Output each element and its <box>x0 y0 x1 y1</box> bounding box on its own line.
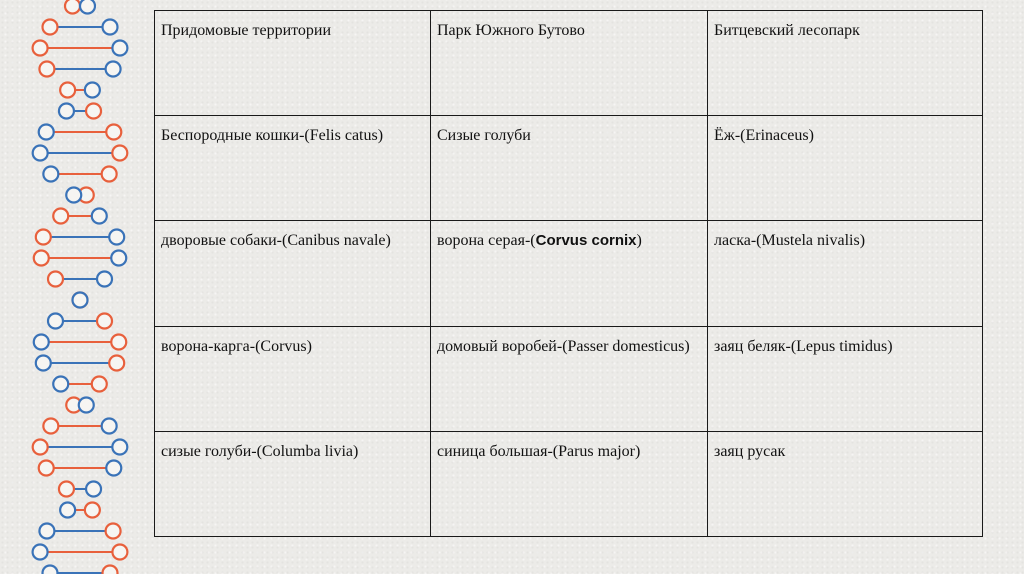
table-row <box>155 116 983 221</box>
dna-node <box>43 167 58 182</box>
dna-node <box>34 335 49 350</box>
scientific-name: Corvus cornix <box>535 232 637 250</box>
dna-node <box>103 566 118 574</box>
dna-node <box>109 230 124 245</box>
dna-node <box>53 209 68 224</box>
dna-node <box>33 545 48 560</box>
dna-node <box>86 482 101 497</box>
dna-node <box>92 377 107 392</box>
dna-node <box>59 104 74 119</box>
dna-node <box>85 83 100 98</box>
table-cell: Сизые голуби <box>431 116 708 221</box>
dna-node <box>103 20 118 35</box>
dna-node <box>59 482 74 497</box>
dna-node <box>80 0 95 14</box>
dna-node <box>33 440 48 455</box>
dna-node <box>106 62 121 77</box>
dna-node <box>43 419 58 434</box>
dna-node <box>66 188 81 203</box>
table-cell: ворона серая-(Corvus cornix) <box>431 221 708 326</box>
dna-node <box>48 314 63 329</box>
table-cell: домовый воробей-(Passer domesticus) <box>431 326 708 431</box>
dna-node <box>106 524 121 539</box>
dna-node <box>97 272 112 287</box>
dna-node <box>106 461 121 476</box>
dna-node <box>48 272 63 287</box>
header-cell-yard-territories: Придомовые территории <box>155 11 431 116</box>
dna-node <box>112 440 127 455</box>
dna-node <box>86 104 101 119</box>
table-cell: Беспородные кошки-(Felis catus) <box>155 116 431 221</box>
dna-node <box>39 461 54 476</box>
dna-node <box>106 125 121 140</box>
dna-node <box>33 41 48 56</box>
dna-node <box>60 83 75 98</box>
dna-helix-icon <box>0 0 150 574</box>
dna-node <box>79 398 94 413</box>
table-cell: Ёж-(Erinaceus) <box>708 116 983 221</box>
dna-node <box>42 20 57 35</box>
dna-node <box>85 503 100 518</box>
dna-node <box>34 251 49 266</box>
dna-node <box>39 125 54 140</box>
table-cell: ласка-(Mustela nivalis) <box>708 221 983 326</box>
table-cell: дворовые собаки-(Canibus navale) <box>155 221 431 326</box>
dna-node <box>112 146 127 161</box>
dna-node <box>65 0 80 14</box>
dna-node <box>73 293 88 308</box>
table-row <box>155 326 983 431</box>
dna-node <box>36 230 51 245</box>
dna-node <box>111 335 126 350</box>
dna-node <box>112 545 127 560</box>
table-cell: ворона-карга-(Corvus) <box>155 326 431 431</box>
dna-node <box>102 167 117 182</box>
dna-node <box>36 356 51 371</box>
dna-node <box>102 419 117 434</box>
table-row <box>155 431 983 536</box>
animals-table <box>154 10 983 537</box>
dna-node <box>53 377 68 392</box>
dna-node <box>97 314 112 329</box>
table-cell: заяц беляк-(Lepus timidus) <box>708 326 983 431</box>
table-cell: сизые голуби-(Columba livia) <box>155 431 431 536</box>
dna-node <box>33 146 48 161</box>
table-header-row <box>155 11 983 116</box>
dna-node <box>39 524 54 539</box>
header-cell-south-butovo-park: Парк Южного Бутово <box>431 11 708 116</box>
header-cell-bitsa-forest-park: Битцевский лесопарк <box>708 11 983 116</box>
dna-node <box>112 41 127 56</box>
dna-node <box>42 566 57 574</box>
dna-node <box>111 251 126 266</box>
table-cell: синица большая-(Parus major) <box>431 431 708 536</box>
dna-node <box>60 503 75 518</box>
dna-node <box>39 62 54 77</box>
dna-node <box>109 356 124 371</box>
table-row <box>155 221 983 326</box>
dna-node <box>92 209 107 224</box>
table-cell: заяц русак <box>708 431 983 536</box>
